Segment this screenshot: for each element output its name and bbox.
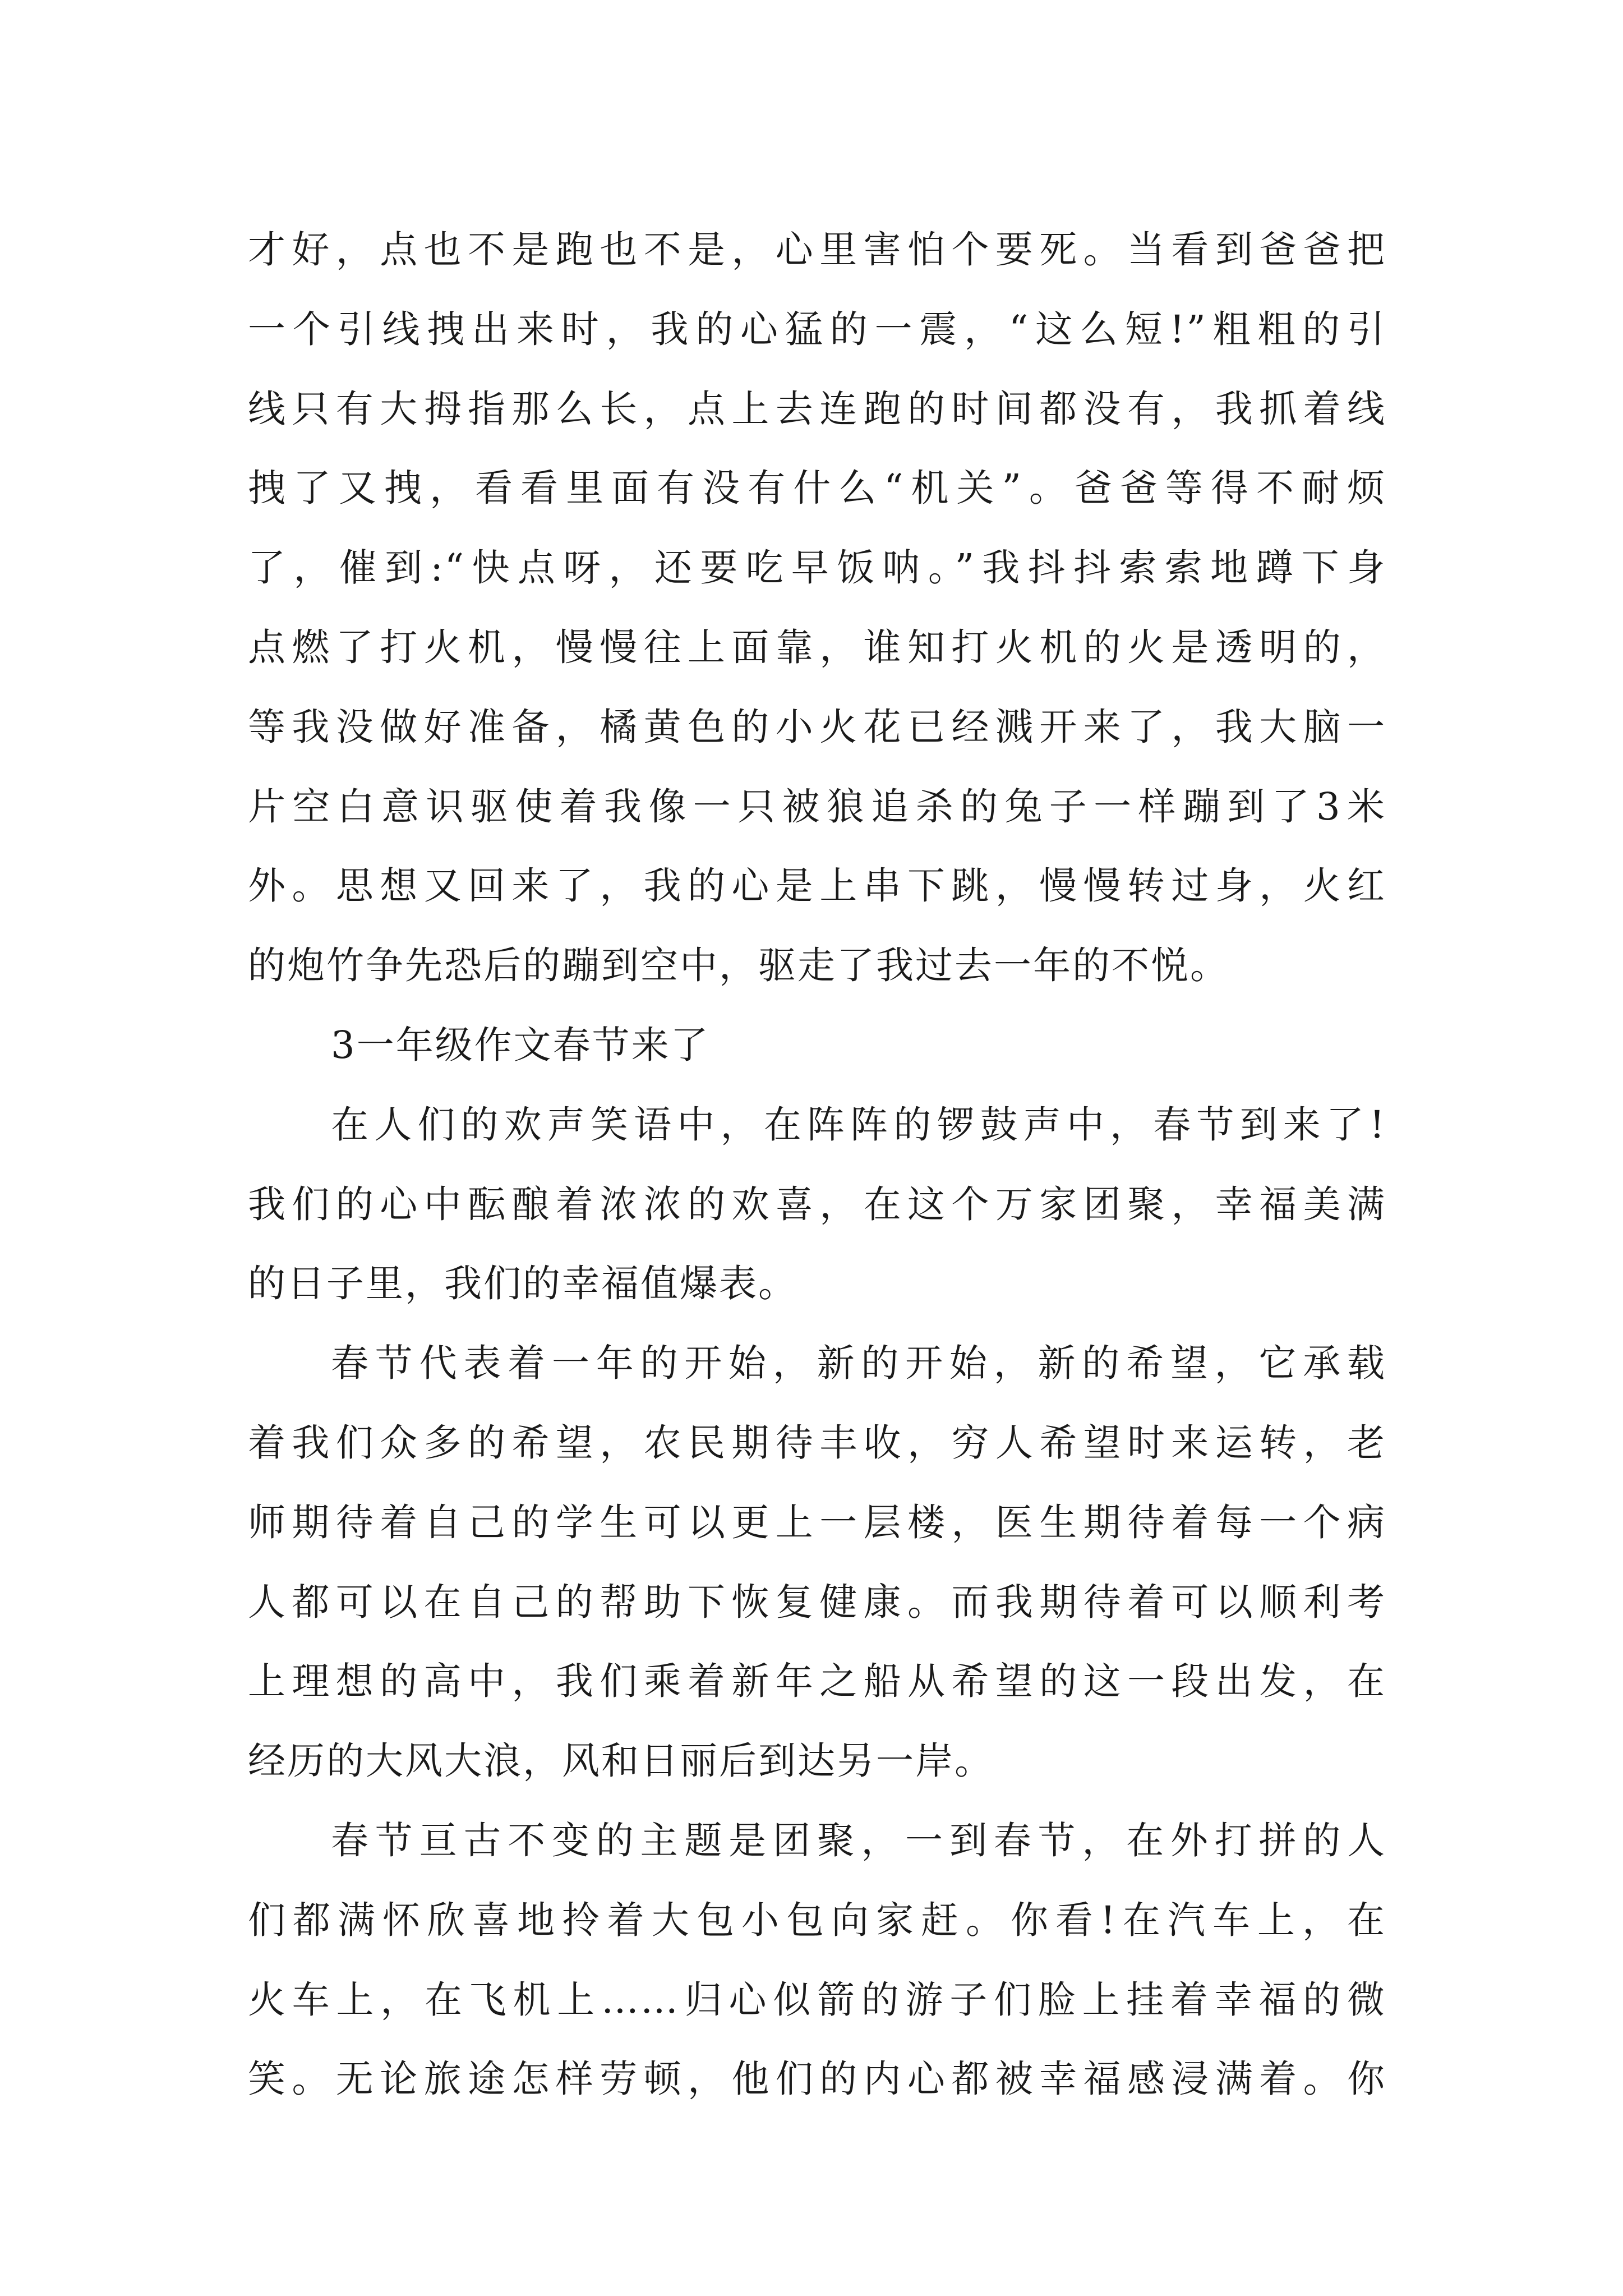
text-line: 点燃了打火机，慢慢往上面靠，谁知打火机的火是透明的， [248, 625, 1386, 669]
text-line: 经历的大风大浪，风和日丽后到达另一岸。 [248, 1739, 994, 1783]
text-line: 一个引线拽出来时，我的心猛的一震，“这么短!”粗粗的引 [248, 307, 1386, 351]
text-line: 人都可以在自己的帮助下恢复健康。而我期待着可以顺利考 [248, 1580, 1386, 1624]
text-line: 拽了又拽，看看里面有没有什么“机关”。爸爸等得不耐烦 [248, 466, 1386, 510]
text-line: 的日子里，我们的幸福值爆表。 [248, 1262, 797, 1306]
text-line: 才好，点也不是跑也不是，心里害怕个要死。当看到爸爸把 [248, 228, 1386, 272]
text-line: 师期待着自己的学生可以更上一层楼，医生期待着每一个病 [248, 1500, 1386, 1544]
text-line: 外。思想又回来了，我的心是上串下跳，慢慢转过身，火红 [248, 864, 1386, 908]
text-line: 线只有大拇指那么长，点上去连跑的时间都没有，我抓着线 [248, 386, 1386, 431]
text-line: 3一年级作文春节来了 [331, 1023, 710, 1067]
text-line: 上理想的高中，我们乘着新年之船从希望的这一段出发，在 [248, 1659, 1386, 1704]
text-line: 了，催到:“快点呀，还要吃早饭呐。”我抖抖索索地蹲下身 [248, 546, 1386, 590]
text-line: 片空白意识驱使着我像一只被狼追杀的兔子一样蹦到了3米 [248, 784, 1386, 829]
text-line: 笑。无论旅途怎样劳顿，他们的内心都被幸福感浸满着。你 [248, 2057, 1386, 2101]
text-line: 等我没做好准备，橘黄色的小火花已经溅开来了，我大脑一 [248, 705, 1386, 749]
text-line: 春节亘古不变的主题是团聚，一到春节，在外打拼的人 [331, 1818, 1386, 1862]
text-line: 着我们众多的希望，农民期待丰收，穷人希望时来运转，老 [248, 1420, 1386, 1465]
document-body [248, 210, 1386, 2119]
text-line: 我们的心中酝酿着浓浓的欢喜，在这个万家团聚，幸福美满 [248, 1182, 1386, 1226]
text-line: 春节代表着一年的开始，新的开始，新的希望，它承载 [331, 1341, 1386, 1386]
text-line: 的炮竹争先恐后的蹦到空中，驱走了我过去一年的不悦。 [248, 944, 1229, 988]
text-line: 火车上，在飞机上……归心似箭的游子们脸上挂着幸福的微 [248, 1977, 1386, 2022]
text-line: 在人们的欢声笑语中，在阵阵的锣鼓声中，春节到来了! [331, 1102, 1386, 1147]
text-line: 们都满怀欣喜地拎着大包小包向家赶。你看!在汽车上，在 [248, 1898, 1386, 1942]
